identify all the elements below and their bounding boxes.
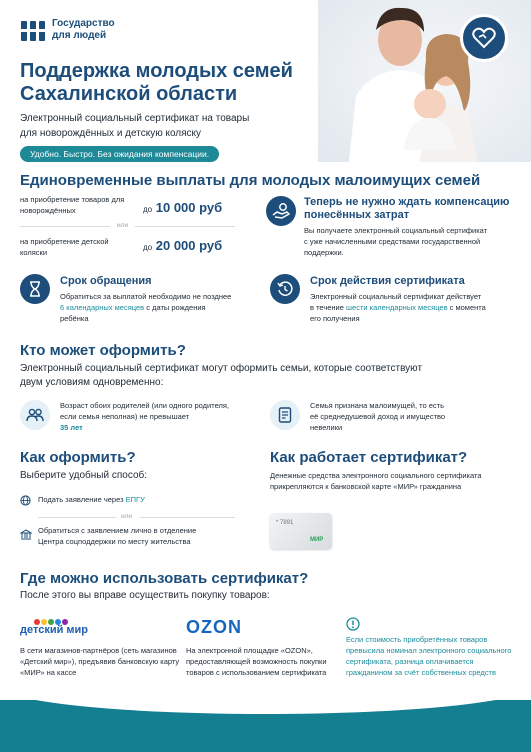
globe-icon (20, 493, 31, 511)
who-intro-line1: Электронный социальный сертификат могут оформить семьи, которые соответствуют (20, 363, 423, 374)
hand-coin-icon (266, 196, 296, 226)
validity-post: с момента (447, 303, 486, 312)
how-works-line1: Денежные средства электронного социального сертификата (270, 471, 482, 480)
payment1-label (20, 194, 130, 216)
card-number: * 7891 (276, 520, 294, 526)
note-line4: гражданином за счёт собственных средств (346, 668, 496, 677)
condition1-line2: если семья неполная) не превышает (60, 412, 190, 421)
shop1-line1: В сети магазинов-партнёров (сеть магазинов (20, 646, 177, 655)
logo-icon (20, 18, 46, 44)
condition2-line2: её среднедушевой доход и имущество (310, 412, 446, 421)
hourglass-icon (20, 274, 50, 304)
card-brand: МИР (310, 537, 324, 543)
detsky-mir-logo: детский мир (20, 624, 89, 636)
lead-text (20, 111, 280, 141)
payments-heading: Единовременные выплаты для молодых малоимущих семей (20, 172, 481, 189)
no-wait-line2: с уже начисленными средствами государственной (304, 237, 481, 246)
logo-line2: для людей (52, 30, 107, 41)
logo-line1: Государство (52, 18, 115, 29)
deadline-line1: Обратиться за выплатой необходимо не позднее (60, 292, 232, 301)
note-line3: сертификата, разница оплачивается (346, 657, 474, 666)
payment2-prefix: до (143, 243, 153, 252)
epgu-link[interactable]: ЕПГУ (125, 495, 145, 504)
price-note (346, 634, 511, 678)
shop1-line3: «МИР» на кассе (20, 668, 77, 677)
ozon-logo: OZON (186, 617, 242, 637)
condition2-line3: невелики (310, 423, 343, 432)
condition2-text (310, 400, 445, 433)
no-wait-text (304, 225, 487, 258)
payment2-label (20, 236, 130, 258)
condition1-line1: Возраст обоих родителей (или одного родителя, (60, 401, 230, 410)
people-icon (20, 400, 50, 430)
note-line2: превысила номинал электронного социального (346, 646, 512, 655)
note-line1: Если стоимость приобретённых товаров (346, 635, 488, 644)
heart-badge-icon (460, 14, 508, 62)
mir-card (270, 513, 332, 549)
who-heading: Кто может оформить? (20, 342, 186, 359)
validity-emphasis: шести календарных месяцев (346, 303, 448, 312)
validity-text (310, 291, 510, 324)
where-heading: Где можно использовать сертификат? (20, 570, 309, 587)
no-wait-title-line1: Теперь не нужно ждать компенсацию (304, 196, 510, 208)
payment2-label-line1: на приобретение детской (20, 237, 109, 246)
condition2-line1: Семья признана малоимущей, то есть (310, 401, 444, 410)
where-subheading: После этого вы вправе осуществить покупку товаров: (20, 590, 270, 601)
shop2-line1: На электронной площадке «OZON», (186, 646, 313, 655)
payment2-value: 20 000 руб (155, 238, 223, 253)
who-intro-line2: двум условиям одновременно: (20, 377, 164, 388)
lead-line2: для новорождённых и детскую коляску (20, 128, 202, 139)
apply-option-epgu-text: Подать заявление через (38, 495, 126, 504)
validity-line2 (310, 302, 510, 313)
how-apply-heading: Как оформить? (20, 449, 136, 466)
who-intro (20, 362, 422, 390)
validity-pre: в течение (310, 303, 347, 312)
validity-title: Срок действия сертификата (310, 275, 465, 287)
no-wait-line1: Вы получаете электронный социальный сертификат (304, 226, 488, 235)
payment1-label-line2: новорождённых (20, 206, 76, 215)
payment1-prefix: до (143, 205, 153, 214)
payment2-amount (143, 238, 222, 253)
validity-line3: его получения (310, 314, 360, 323)
apply-option-office-line2: Центра соцподдержки по месту жительства (38, 537, 191, 546)
how-apply-subheading: Выберите удобный способ: (20, 470, 148, 481)
footer-band (0, 700, 531, 752)
how-works-text (270, 470, 482, 492)
no-wait-title-line2: понесённых затрат (304, 209, 410, 221)
page-title (20, 60, 320, 106)
no-wait-line3: поддержки. (304, 248, 344, 257)
divider (140, 517, 235, 518)
shop2-line3: товаров с использованием сертификата (186, 668, 327, 677)
title-line2: Сахалинской области (20, 83, 238, 105)
apply-option-office (38, 525, 196, 547)
deadline-emphasis: 6 календарных месяцев (60, 303, 145, 312)
condition1-emphasis: 35 лет (60, 423, 83, 432)
shop2-line2: предоставляющей возможность покупки (186, 657, 327, 666)
deadline-line2 (60, 302, 260, 313)
logo-text (52, 18, 115, 42)
tagline-badge: Удобно. Быстро. Без ожидания компенсации. (20, 146, 219, 162)
how-works-line2: прикрепляются к банковской карте «МИР» гражданина (270, 482, 462, 491)
document-check-icon (270, 400, 300, 430)
divider (135, 226, 235, 227)
office-icon (20, 527, 32, 545)
payment1-label-line1: на приобретение товаров для (20, 195, 125, 204)
payment1-value: 10 000 руб (155, 200, 223, 215)
or-label: или (121, 513, 133, 520)
shop1-line2: «Детский мир»), предъявив банковскую карту (20, 657, 180, 666)
apply-option-office-line1: Обратиться с заявлением лично в отделение (38, 526, 197, 535)
or-label: или (117, 222, 129, 229)
deadline-title: Срок обращения (60, 275, 152, 287)
how-works-heading: Как работает сертификат? (270, 449, 468, 466)
validity-line1: Электронный социальный сертификат действует (310, 292, 482, 301)
payment2-label-line2: коляски (20, 248, 48, 257)
title-line1: Поддержка молодых семей (20, 60, 293, 82)
shop1-text (20, 645, 179, 678)
deadline-text (60, 291, 260, 324)
divider (38, 517, 116, 518)
condition1-text (60, 400, 229, 433)
clock-history-icon (270, 274, 300, 304)
divider (20, 226, 110, 227)
no-wait-title (304, 196, 509, 222)
payment1-amount (143, 200, 222, 215)
lead-line1: Электронный социальный сертификат на товары (20, 113, 250, 124)
shop2-text (186, 645, 327, 678)
deadline-line3: ребёнка (60, 314, 89, 323)
deadline-line2-rest: с даты рождения (144, 303, 206, 312)
apply-option-epgu (38, 494, 145, 505)
